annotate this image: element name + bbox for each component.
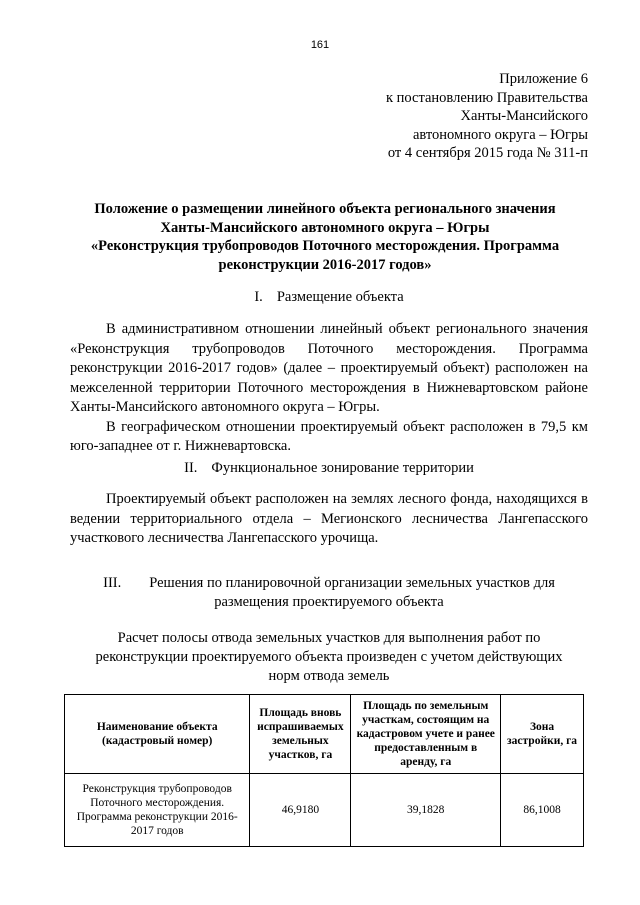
table-cell: Реконструкция трубопроводов Поточного месторождения. Программа реконструкции 2016-2017 годов [65, 774, 250, 847]
appendix-line: от 4 сентября 2015 года № 311-п [387, 145, 588, 162]
section-number: III. [103, 575, 122, 591]
section-1-heading [70, 288, 588, 307]
intro-line: норм отвода земель [268, 668, 390, 684]
table-cell: 46,9180 [250, 774, 351, 847]
column-header: Площадь по земельным участкам, состоящим на кадастровом учете и ранее предоставленным в аренду, га [351, 695, 501, 774]
table-cell: 39,1828 [351, 774, 501, 847]
land-plots-table [64, 694, 584, 847]
table-header-row [65, 695, 584, 774]
column-header: Площадь вновь испрашиваемых земельных участков, га [250, 695, 351, 774]
appendix-line: Приложение 6 [499, 71, 588, 87]
section-2-body [70, 490, 588, 549]
section-number: II. [184, 460, 198, 476]
section-title: Функциональное зонирование территории [211, 460, 474, 476]
section-2-heading [70, 459, 588, 478]
appendix-line: Ханты-Мансийского [460, 108, 588, 125]
table-cell: 86,1008 [501, 774, 584, 847]
section-1-body [70, 320, 588, 457]
title-line: Ханты-Мансийского автономного округа – Югры [160, 219, 490, 236]
intro-line: Расчет полосы отвода земельных участков для выполнения работ по [117, 630, 541, 646]
section-3-intro [70, 629, 588, 686]
title-line: «Реконструкция трубопроводов Поточного месторождения. Программа [90, 238, 560, 255]
column-header: Зона застройки, га [501, 695, 584, 774]
paragraph: Проектируемый объект расположен на землях лесного фонда, находящихся в ведении территориального отдела – Мегионского лесничества Лангепасского участкового лесничества Лангепасского урочища. [70, 491, 588, 546]
appendix-line: к постановлению Правительства [386, 89, 588, 106]
table-row [65, 774, 584, 847]
intro-line: реконструкции проектируемого объекта произведен с учетом действующих [95, 649, 563, 665]
section-title: размещения проектируемого объекта [214, 593, 444, 610]
section-title: Размещение объекта [276, 289, 404, 305]
page-number: 161 [310, 39, 330, 51]
paragraph: В административном отношении линейный объект регионального значения «Реконструкция трубопроводов Поточного месторождения. Программа реконструкции 2016-2017 годов» (далее – проектируемый объект) расположен на межселенной территории Поточного месторождения в Нижневартовском районе Ханты-Мансийского автономного округа – Югры. [70, 321, 588, 415]
paragraph: В географическом отношении проектируемый объект расположен в 79,5 км юго-западнее от г. Нижневартовска. [70, 418, 588, 454]
appendix-block [386, 70, 588, 163]
section-3-heading [70, 574, 588, 611]
column-header: Наименование объекта (кадастровый номер) [65, 695, 250, 774]
section-title: Решения по планировочной организации земельных участков для [149, 575, 555, 591]
title-line: Положение о размещении линейного объекта регионального значения [94, 201, 556, 217]
document-title [70, 200, 580, 274]
section-number: I. [254, 289, 263, 305]
title-line: реконструкции 2016-2017 годов» [218, 256, 432, 273]
appendix-line: автономного округа – Югры [412, 126, 588, 143]
